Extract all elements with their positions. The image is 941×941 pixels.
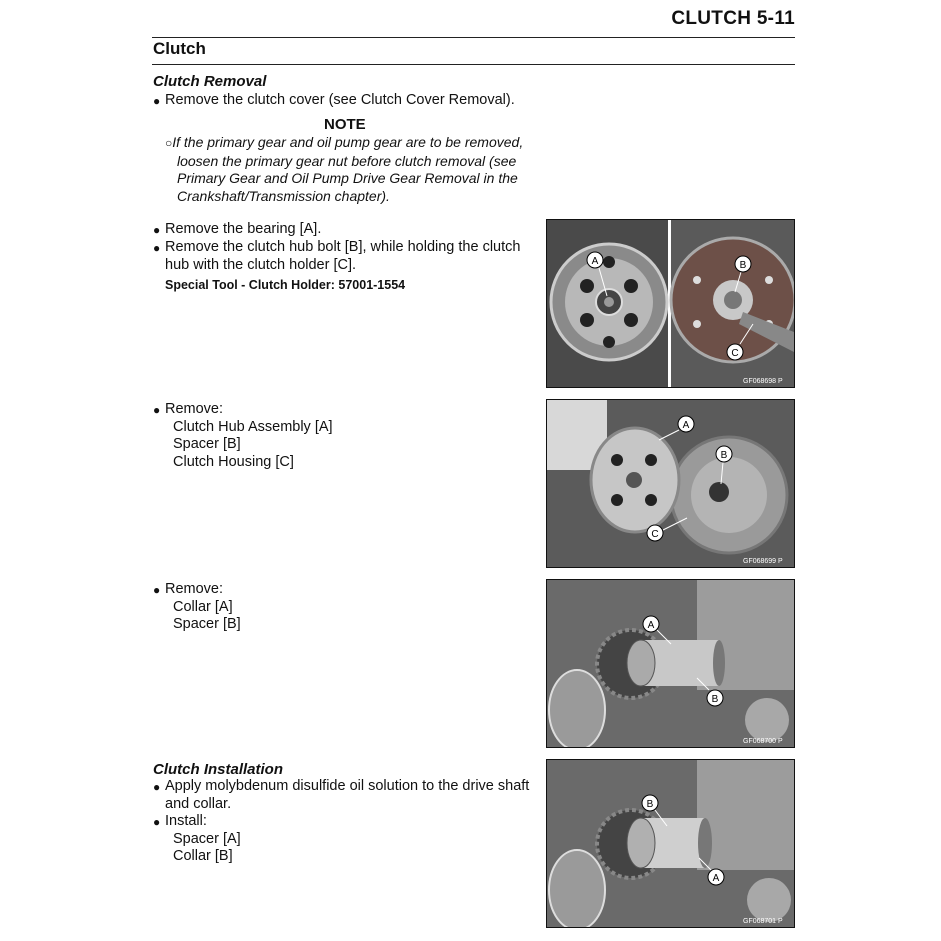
note-line: Crankshaft/Transmission chapter). <box>177 187 390 204</box>
photo-illustration <box>547 580 794 747</box>
list-item: Collar [A] <box>173 598 233 615</box>
header-rule <box>152 37 795 38</box>
callout-label: B <box>646 799 654 810</box>
installation-step-1: ● Apply molybdenum disulfide oil solution to the drive shaft and collar. <box>153 778 530 812</box>
list-item: Clutch Housing [C] <box>173 453 294 470</box>
bullet-icon: ● <box>153 583 161 597</box>
figure-collar-spacer-removal <box>546 579 795 748</box>
removal-heading: Clutch Removal <box>153 73 267 90</box>
removal-step-2: ● Remove the bearing [A]. <box>165 221 321 239</box>
circle-bullet-icon: ○ <box>165 136 173 150</box>
callout-label: C <box>651 529 659 540</box>
section-rule <box>152 64 795 65</box>
list-item: Spacer [A] <box>173 830 241 847</box>
removal-step-5: ● Remove: Collar [A] Spacer [B] <box>153 581 241 632</box>
list-item: Clutch Hub Assembly [A] <box>173 418 333 435</box>
special-tool: Special Tool - Clutch Holder: 57001-1554 <box>165 278 406 292</box>
list-item: Collar [B] <box>173 848 233 864</box>
figure-clutch-hub-bolt <box>546 219 795 388</box>
page-header-title: CLUTCH 5-11 <box>671 8 795 29</box>
figure-code: GF068698 P <box>743 378 783 385</box>
photo-illustration <box>547 220 794 387</box>
removal-step-3: ● Remove the clutch hub bolt [B], while holding the clutch hub with the clutch holder [C]. <box>153 239 521 273</box>
figure-code: GF068700 P <box>743 738 783 745</box>
removal-step-4: ● Remove: Clutch Hub Assembly [A] Spacer [B] Clutch Housing [C] <box>153 401 333 470</box>
bullet-icon: ● <box>153 780 161 794</box>
figure-code: GF068699 P <box>743 558 783 565</box>
bullet-icon: ● <box>153 241 161 255</box>
removal-step-1: ● Remove the clutch cover (see Clutch Cover Removal). <box>165 92 515 110</box>
note-body <box>165 134 523 205</box>
installation-heading: Clutch Installation <box>153 761 284 778</box>
callout-label: B <box>711 694 719 705</box>
list-item: Spacer [B] <box>173 436 241 452</box>
note-line: ○If the primary gear and oil pump gear are to be removed, <box>165 134 524 150</box>
installation-step-2: ● Install: Spacer [A] Collar [B] <box>153 813 241 864</box>
callout-label: B <box>739 260 747 271</box>
callout-label: C <box>731 348 739 359</box>
callout-label: A <box>647 620 655 631</box>
note-line: loosen the primary gear nut before clutch removal (see <box>177 152 517 169</box>
bullet-icon: ● <box>153 403 161 417</box>
figure-code: GF068701 P <box>743 918 783 925</box>
figure-spacer-collar-install <box>546 759 795 928</box>
photo-illustration <box>547 400 794 567</box>
bullet-icon: ● <box>153 815 161 829</box>
callout-label: A <box>682 420 690 431</box>
callout-label: B <box>720 450 728 461</box>
section-title: Clutch <box>153 39 206 58</box>
photo-illustration <box>547 760 794 927</box>
note-heading: NOTE <box>324 116 366 133</box>
note-line: Primary Gear and Oil Pump Drive Gear Removal in the <box>177 170 518 186</box>
figure-clutch-hub-removal <box>546 399 795 568</box>
bullet-icon: ● <box>153 94 161 108</box>
bullet-icon: ● <box>153 223 161 237</box>
callout-label: A <box>712 873 720 884</box>
list-item: Spacer [B] <box>173 616 241 632</box>
callout-label: A <box>591 256 599 267</box>
